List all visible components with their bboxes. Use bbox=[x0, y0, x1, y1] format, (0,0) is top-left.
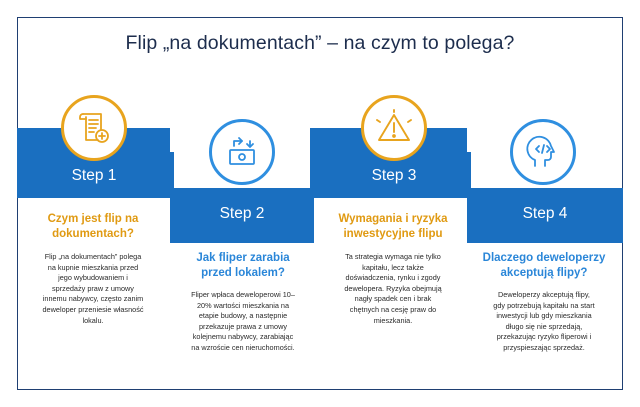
step-2-body: Fliper wpłaca deweloperowi 10– 20% wartości mieszkania na etapie budowy, a następnie przekazuje prawa z umowy kolejnemu nabywcy, zarabiając na wzroście cen nieruchomości. bbox=[191, 290, 295, 352]
head-code-icon bbox=[523, 132, 563, 172]
money-transfer-icon bbox=[222, 132, 262, 172]
step-2-heading bbox=[168, 251, 318, 281]
document-plus-icon bbox=[74, 108, 114, 148]
step-1-heading bbox=[18, 212, 168, 242]
step-4-icon-circle bbox=[510, 119, 576, 185]
warning-icon bbox=[374, 108, 414, 148]
heading-line: dokumentach? bbox=[52, 228, 134, 240]
page-title: Flip „na dokumentach” – na czym to polega? bbox=[125, 32, 515, 54]
step-1-body: Flip „na dokumentach” polega na kupnie mieszkania przed jego wybudowaniem i sprzedaży praw z umowy innemu nabywcy, często zanim deweloper przeniesie własność lokalu. bbox=[42, 252, 144, 325]
step-4-label: Step 4 bbox=[522, 205, 568, 222]
heading-line: akceptują flipy? bbox=[500, 267, 588, 279]
heading-line: Jak fliper zarabia bbox=[196, 252, 290, 264]
heading-line: inwestycyjne flipu bbox=[343, 228, 443, 240]
band-connector bbox=[467, 152, 471, 198]
step-4-body: Deweloperzy akceptują flipy, gdy potrzebują kapitału na start inwestycji lub gdy mieszkania długo się nie sprzedają, przekazując ryzyko fliperowi i przyspieszając sprzedaż. bbox=[493, 290, 595, 352]
step-3-heading bbox=[318, 212, 468, 242]
step-2-icon-circle bbox=[209, 119, 275, 185]
step-1-icon-circle bbox=[61, 95, 127, 161]
band-connector bbox=[170, 152, 174, 198]
step-3-icon-circle bbox=[361, 95, 427, 161]
step-1-label: Step 1 bbox=[71, 167, 117, 184]
step-2-label: Step 2 bbox=[219, 205, 265, 222]
heading-line: Czym jest flip na bbox=[47, 213, 139, 225]
band-connector bbox=[310, 128, 314, 243]
step-4-heading bbox=[468, 251, 620, 281]
step-3-body: Ta strategia wymaga nie tylko kapitału, lecz także doświadczenia, rynku i zgody dewelopera. Ryzyka obejmują nagły spadek cen i brak chętnych na cesję praw do mieszkania. bbox=[344, 252, 442, 325]
heading-line: przed lokalem? bbox=[201, 267, 285, 279]
heading-line: Dlaczego deweloperzy bbox=[482, 252, 606, 264]
heading-line: Wymagania i ryzyka bbox=[338, 213, 448, 225]
step-3-label: Step 3 bbox=[371, 167, 417, 184]
